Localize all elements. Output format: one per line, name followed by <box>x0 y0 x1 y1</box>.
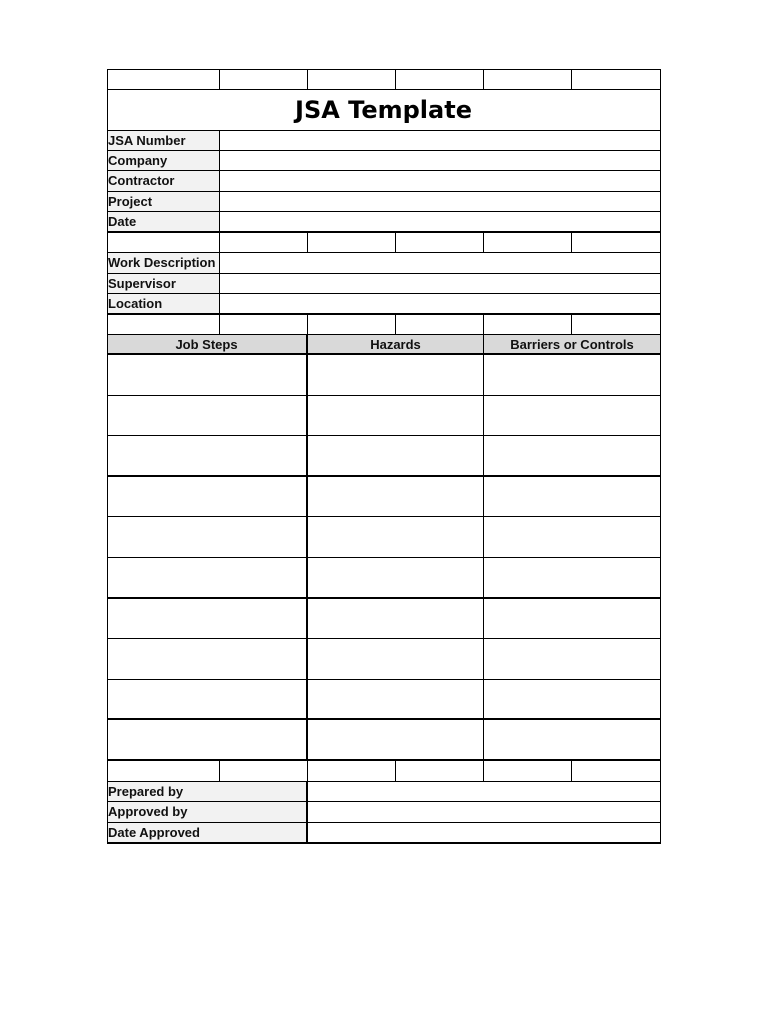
date-approved-field[interactable] <box>308 823 661 844</box>
approved-by-field[interactable] <box>308 802 661 823</box>
work-description-field[interactable] <box>220 253 661 274</box>
approved-by-label: Approved by <box>107 802 308 823</box>
job-step-cell[interactable] <box>107 396 308 436</box>
work-description-label: Work Description <box>107 253 220 274</box>
barrier-cell[interactable] <box>484 720 661 761</box>
spacer-cell <box>308 315 396 335</box>
spacer-cell <box>220 233 308 253</box>
spacer-cell <box>396 315 484 335</box>
jsa-number-label: JSA Number <box>107 131 220 151</box>
contractor-label: Contractor <box>107 171 220 192</box>
column-header-hazards: Hazards <box>308 335 484 355</box>
hazard-cell[interactable] <box>308 558 484 599</box>
job-step-cell[interactable] <box>107 720 308 761</box>
hazard-cell[interactable] <box>308 436 484 477</box>
hazard-cell[interactable] <box>308 680 484 720</box>
barrier-cell[interactable] <box>484 517 661 558</box>
spacer-cell <box>484 69 572 90</box>
job-step-cell[interactable] <box>107 599 308 639</box>
spacer-cell <box>572 761 661 782</box>
spacer-cell <box>396 69 484 90</box>
hazard-cell[interactable] <box>308 396 484 436</box>
spacer-cell <box>572 69 661 90</box>
company-label: Company <box>107 151 220 171</box>
spacer-cell <box>308 761 396 782</box>
column-header-barriers: Barriers or Controls <box>484 335 661 355</box>
spacer-cell <box>572 233 661 253</box>
jsa-form <box>107 69 661 844</box>
prepared-by-label: Prepared by <box>107 782 308 802</box>
job-step-cell[interactable] <box>107 436 308 477</box>
barrier-cell[interactable] <box>484 436 661 477</box>
barrier-cell[interactable] <box>484 355 661 396</box>
contractor-field[interactable] <box>220 171 661 192</box>
spacer-cell <box>308 69 396 90</box>
date-field[interactable] <box>220 212 661 233</box>
spacer-cell <box>107 233 220 253</box>
barrier-cell[interactable] <box>484 477 661 517</box>
barrier-cell[interactable] <box>484 599 661 639</box>
spacer-cell <box>396 233 484 253</box>
page-title: JSA Template <box>107 90 661 131</box>
job-step-cell[interactable] <box>107 355 308 396</box>
barrier-cell[interactable] <box>484 396 661 436</box>
hazard-cell[interactable] <box>308 639 484 680</box>
spacer-cell <box>107 315 220 335</box>
spacer-cell <box>484 761 572 782</box>
column-header-job-steps: Job Steps <box>107 335 308 355</box>
barrier-cell[interactable] <box>484 558 661 599</box>
spacer-cell <box>107 761 220 782</box>
date-label: Date <box>107 212 220 233</box>
hazard-cell[interactable] <box>308 477 484 517</box>
spacer-cell <box>572 315 661 335</box>
location-field[interactable] <box>220 294 661 315</box>
job-step-cell[interactable] <box>107 639 308 680</box>
spacer-cell <box>308 233 396 253</box>
project-label: Project <box>107 192 220 212</box>
company-field[interactable] <box>220 151 661 171</box>
spacer-cell <box>396 761 484 782</box>
supervisor-label: Supervisor <box>107 274 220 294</box>
supervisor-field[interactable] <box>220 274 661 294</box>
barrier-cell[interactable] <box>484 639 661 680</box>
hazard-cell[interactable] <box>308 355 484 396</box>
job-step-cell[interactable] <box>107 517 308 558</box>
prepared-by-field[interactable] <box>308 782 661 802</box>
spacer-cell <box>484 233 572 253</box>
hazard-cell[interactable] <box>308 517 484 558</box>
spacer-cell <box>484 315 572 335</box>
date-approved-label: Date Approved <box>107 823 308 844</box>
job-step-cell[interactable] <box>107 477 308 517</box>
project-field[interactable] <box>220 192 661 212</box>
spacer-cell <box>107 69 220 90</box>
spacer-cell <box>220 69 308 90</box>
spacer-cell <box>220 761 308 782</box>
job-step-cell[interactable] <box>107 558 308 599</box>
hazard-cell[interactable] <box>308 599 484 639</box>
job-step-cell[interactable] <box>107 680 308 720</box>
location-label: Location <box>107 294 220 315</box>
barrier-cell[interactable] <box>484 680 661 720</box>
spacer-cell <box>220 315 308 335</box>
jsa-number-field[interactable] <box>220 131 661 151</box>
hazard-cell[interactable] <box>308 720 484 761</box>
